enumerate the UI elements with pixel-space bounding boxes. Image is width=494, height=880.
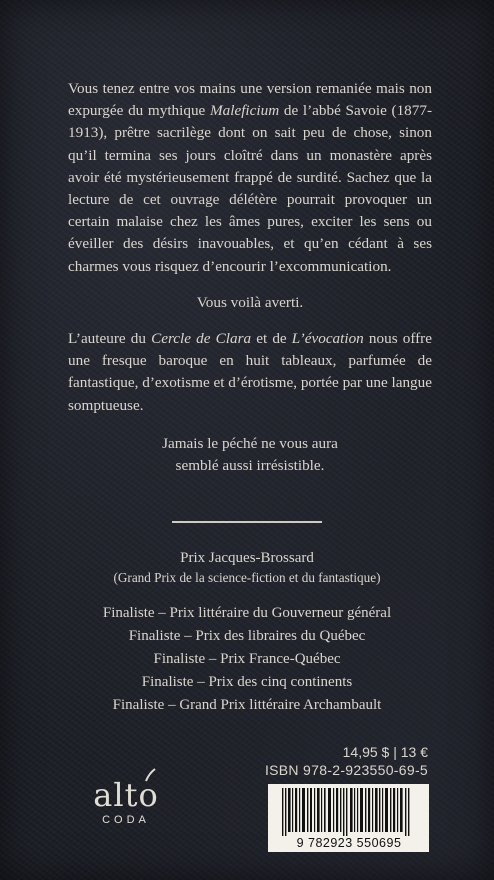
blurb-paragraph-intro xyxy=(68,78,432,278)
barcode-bars-icon xyxy=(282,788,415,836)
blurb-intro-text-b: de l’abbé Savoie (1877-1913), prêtre sacrilège dont on sait peu de chose, sinon qu’il termina ses jours cloîtré dans un monastère après avoir été mystérieusement frappé de surdité. Sachez que la lecture de cet ouvrage délétère pourrait provoquer un certain malaise chez les âmes pures, exciter les sens ou éveiller des désirs inavouables, et qu’en cédant à ses charmes vous risquez d’encourir l’excommunication. xyxy=(68,102,433,275)
barcode-digits: 9 782923 550695 xyxy=(296,836,402,850)
finalist-item: Finaliste – Prix littéraire du Gouverneur général xyxy=(102,605,392,621)
blurb-author-text-c: nous offre une fresque baroque en huit tableaux, parfumée de fantastique, d’exotisme et d’érotisme, portée par une langue somptueuse. xyxy=(68,330,432,414)
price-label: 14,95 $ | 13 € xyxy=(342,744,428,760)
publisher-collection: CODA xyxy=(102,814,150,826)
blurb-closing-line-1: Jamais le péché ne vous aura xyxy=(162,434,338,452)
blurb-intro-title: Maleficium xyxy=(210,102,280,120)
divider-rule xyxy=(172,521,322,523)
prize-subtitle: (Grand Prix de la science-fiction et du fantastique) xyxy=(113,570,381,585)
blurb-author-title-1: Cercle de Clara xyxy=(151,330,252,348)
publisher-logo-word: alto xyxy=(93,776,159,814)
back-cover-blurb xyxy=(68,78,432,477)
blurb-warning: Vous voilà averti. xyxy=(196,293,304,311)
blurb-closing-line-2: semblé aussi irrésistible. xyxy=(175,457,325,475)
blurb-closing xyxy=(68,433,432,477)
blurb-author-text-b: et de xyxy=(251,330,292,348)
prize-title: Prix Jacques-Brossard xyxy=(180,550,314,566)
finalist-item: Finaliste – Prix des cinq continents xyxy=(141,674,353,690)
finalist-list xyxy=(0,602,494,717)
isbn-label: ISBN 978-2-923550-69-5 xyxy=(264,762,428,778)
blurb-author-text-a: L’auteure du xyxy=(68,330,152,348)
publisher-logo xyxy=(86,778,166,826)
barcode xyxy=(268,784,429,852)
blurb-paragraph-author xyxy=(68,328,432,417)
finalist-item: Finaliste – Prix des libraires du Québec xyxy=(128,628,366,644)
finalist-item: Finaliste – Grand Prix littéraire Archambault xyxy=(112,697,382,713)
finalist-item: Finaliste – Prix France-Québec xyxy=(153,651,341,667)
logo-accent-icon xyxy=(144,768,156,782)
blurb-author-title-2: L’évocation xyxy=(291,330,364,348)
blurb-intro-text-a: Vous tenez entre vos mains une version remaniée mais non expurgée du mythique xyxy=(68,80,432,120)
